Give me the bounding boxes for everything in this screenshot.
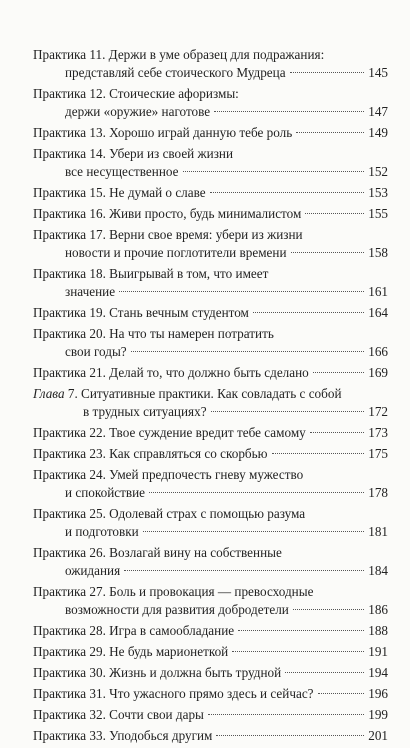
dot-leader (149, 492, 364, 493)
toc-entry-line (33, 304, 388, 322)
toc-entry (33, 583, 388, 619)
page-number: 196 (368, 686, 388, 701)
toc-entry-title: Практика 15. Не думай о славе (33, 185, 206, 200)
toc-entry-line (33, 64, 388, 82)
toc-entry-line (33, 706, 388, 724)
toc-entry-title: Практика 12. Стоические афоризмы: (33, 86, 239, 101)
dot-leader (183, 171, 364, 172)
toc-entry-title: Практика 17. Верни свое время: убери из жизни (33, 227, 303, 242)
toc-entry-line (33, 403, 388, 421)
toc-entry-line (33, 544, 388, 562)
dot-leader (216, 735, 364, 736)
toc-entry-line (33, 46, 388, 64)
toc-chapter-entry (33, 385, 388, 421)
toc-entry (33, 304, 388, 322)
dot-leader (293, 609, 364, 610)
dot-leader (131, 351, 364, 352)
dot-leader (291, 252, 364, 253)
table-of-contents (33, 46, 388, 748)
toc-entry-title: Практика 28. Игра в самообладание (33, 623, 235, 638)
page-number: 201 (368, 728, 388, 743)
page-number: 191 (368, 644, 388, 659)
toc-entry (33, 145, 388, 181)
toc-entry (33, 424, 388, 442)
toc-entry (33, 643, 388, 661)
toc-entry-title: Практика 24. Умей предпочесть гневу мужество (33, 467, 304, 482)
toc-entry-line (33, 505, 388, 523)
toc-entry (33, 505, 388, 541)
toc-entry-title: Практика 14. Убери из своей жизни (33, 146, 234, 161)
toc-entry-line (33, 265, 388, 283)
toc-entry-title: возможности для развития добродетели (65, 602, 289, 617)
toc-entry-title: держи «оружие» наготове (65, 104, 211, 119)
page-number: 161 (368, 284, 388, 299)
toc-entry-title: Практика 32. Сочти свои дары (33, 707, 204, 722)
page-number: 166 (368, 344, 388, 359)
toc-entry-title: Практика 19. Стань вечным студентом (33, 305, 249, 320)
toc-entry-line (33, 622, 388, 640)
dot-leader (214, 111, 364, 112)
toc-entry-line (33, 85, 388, 103)
page-number: 172 (368, 404, 388, 419)
dot-leader (318, 693, 364, 694)
page-number: 188 (368, 623, 388, 638)
dot-leader (208, 714, 364, 715)
page-number: 194 (368, 665, 388, 680)
page-number: 184 (368, 563, 388, 578)
chapter-prefix: Глава (33, 386, 65, 401)
page-number: 145 (368, 65, 388, 80)
dot-leader (285, 672, 364, 673)
toc-entry-title: Практика 20. На что ты намерен потратить (33, 326, 274, 341)
toc-entry-line (33, 124, 388, 142)
toc-entry (33, 727, 388, 745)
page-number: 149 (368, 125, 388, 140)
dot-leader (232, 651, 364, 652)
dot-leader (305, 213, 364, 214)
toc-entry (33, 85, 388, 121)
page-number: 173 (368, 425, 388, 440)
toc-entry-title: Практика 23. Как справляться со скорбью (33, 446, 268, 461)
toc-entry-title: и спокойствие (65, 485, 146, 500)
toc-entry (33, 124, 388, 142)
toc-entry-line (33, 523, 388, 541)
page-number: 181 (368, 524, 388, 539)
dot-leader (296, 132, 364, 133)
toc-entry (33, 685, 388, 703)
toc-entry-line (33, 562, 388, 580)
toc-entry (33, 184, 388, 202)
toc-entry-line (33, 325, 388, 343)
page-number: 164 (368, 305, 388, 320)
toc-entry-title: Практика 31. Что ужасного прямо здесь и сейчас? (33, 686, 314, 701)
toc-entry-line (33, 364, 388, 382)
toc-entry-line (33, 145, 388, 163)
dot-leader (290, 72, 364, 73)
page-number: 147 (368, 104, 388, 119)
toc-entry-title: и подготовки (65, 524, 139, 539)
toc-entry-title: Практика 13. Хорошо играй данную тебе роль (33, 125, 293, 140)
toc-entry-line (33, 643, 388, 661)
toc-entry-line (33, 664, 388, 682)
toc-entry-title: в трудных ситуациях? (83, 404, 207, 419)
toc-entry-title: Практика 30. Жизнь и должна быть трудной (33, 665, 282, 680)
toc-entry-title: представляй себе стоического Мудреца (65, 65, 286, 80)
toc-entry-line (33, 583, 388, 601)
page-number: 155 (368, 206, 388, 221)
toc-entry-title: Практика 21. Делай то, что должно быть сделано (33, 365, 309, 380)
toc-entry (33, 445, 388, 463)
toc-entry-title: новости и прочие поглотители времени (65, 245, 287, 260)
toc-entry-title: свои годы? (65, 344, 127, 359)
page-number: 175 (368, 446, 388, 461)
toc-entry-line (33, 184, 388, 202)
dot-leader (124, 570, 364, 571)
toc-entry-line (33, 685, 388, 703)
toc-entry (33, 544, 388, 580)
toc-entry-line (33, 601, 388, 619)
toc-entry-title: Практика 26. Возлагай вину на собственные (33, 545, 282, 560)
toc-entry (33, 325, 388, 361)
dot-leader (272, 453, 365, 454)
toc-entry-line (33, 163, 388, 181)
toc-entry (33, 364, 388, 382)
page-number: 178 (368, 485, 388, 500)
page-number: 158 (368, 245, 388, 260)
dot-leader (253, 312, 364, 313)
toc-entry-line (33, 283, 388, 301)
page-number: 169 (368, 365, 388, 380)
page-number: 153 (368, 185, 388, 200)
dot-leader (119, 291, 364, 292)
toc-entry-title: все несущественное (65, 164, 179, 179)
toc-entry-title: Практика 11. Держи в уме образец для подражания: (33, 47, 325, 62)
page-number: 186 (368, 602, 388, 617)
toc-entry-title: Практика 29. Не будь марионеткой (33, 644, 229, 659)
toc-entry-title: Практика 22. Твое суждение вредит тебе самому (33, 425, 306, 440)
page-number: 152 (368, 164, 388, 179)
toc-entry (33, 466, 388, 502)
chapter-title: 7. Ситуативные практики. Как совладать с собой (64, 386, 342, 401)
toc-entry (33, 706, 388, 724)
toc-entry-line (33, 385, 388, 403)
dot-leader (313, 372, 364, 373)
toc-entry (33, 622, 388, 640)
toc-entry-line (33, 226, 388, 244)
toc-entry-title: Практика 25. Одолевай страх с помощью разума (33, 506, 306, 521)
toc-entry (33, 205, 388, 223)
toc-entry-line (33, 424, 388, 442)
dot-leader (310, 432, 364, 433)
page-number: 199 (368, 707, 388, 722)
toc-entry-line (33, 205, 388, 223)
toc-entry-title: Практика 27. Боль и провокация — превосходные (33, 584, 314, 599)
toc-entry-title: значение (65, 284, 116, 299)
toc-entry-line (33, 244, 388, 262)
toc-entry-line (33, 727, 388, 745)
dot-leader (238, 630, 364, 631)
toc-entry-line (33, 103, 388, 121)
toc-entry-line (33, 466, 388, 484)
toc-entry-title (33, 386, 342, 401)
toc-entry (33, 265, 388, 301)
toc-entry-line (33, 484, 388, 502)
toc-entry-title: Практика 16. Живи просто, будь минималистом (33, 206, 302, 221)
toc-entry (33, 226, 388, 262)
toc-entry (33, 664, 388, 682)
toc-entry (33, 46, 388, 82)
dot-leader (211, 411, 364, 412)
dot-leader (143, 531, 364, 532)
toc-entry-title: Практика 18. Выигрывай в том, что имеет (33, 266, 269, 281)
toc-entry-title: Практика 33. Уподобься другим (33, 728, 213, 743)
dot-leader (210, 192, 364, 193)
toc-entry-line (33, 343, 388, 361)
toc-entry-line (33, 445, 388, 463)
toc-entry-title: ожидания (65, 563, 121, 578)
